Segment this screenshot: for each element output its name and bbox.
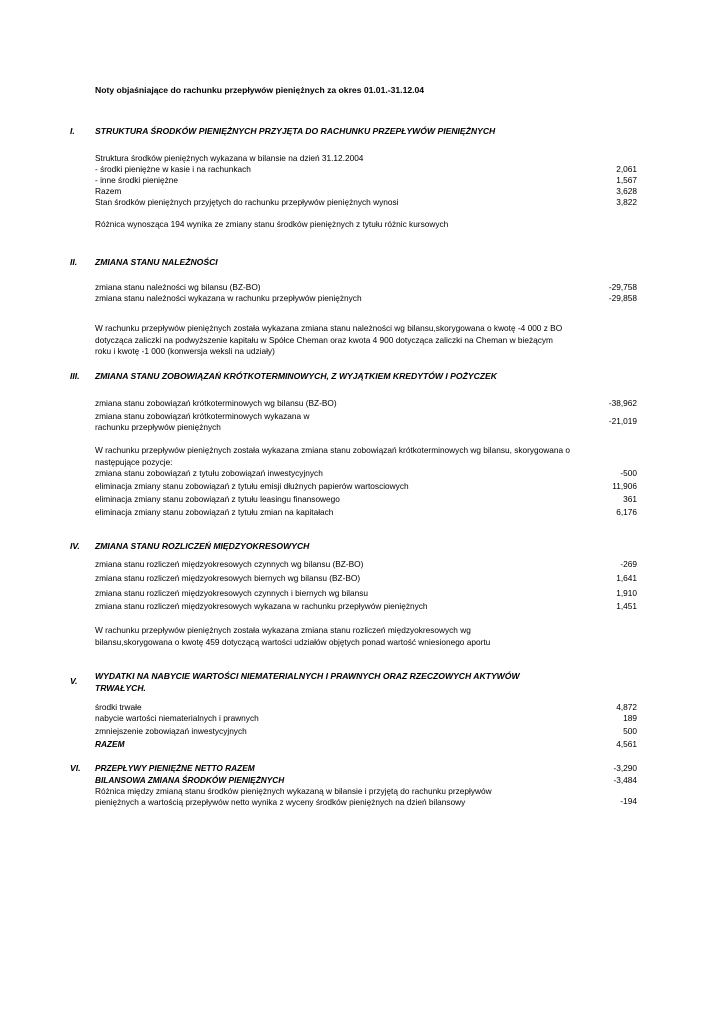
row-value: -29,758 bbox=[608, 282, 637, 292]
table-row bbox=[95, 574, 637, 587]
row-value: 3,822 bbox=[616, 197, 637, 207]
row-label: zmiana stanu rozliczeń międzyokresowych wykazana w rachunku przepływów pieniężnych bbox=[95, 601, 428, 611]
row-value: -3,290 bbox=[613, 763, 637, 773]
section-2-paragraph: W rachunku przepływów pieniężnych została wykazana zmiana stanu należności wg bilansu,skorygowana o kwotę -4 000 z BO dotycząca zaliczki na podwyższenie kapitału w Spółce Cheman oraz kwota 4 900 dotycząca zaliczki na Cheman w bieżącym roku i kwotę -1 000 (konwersja weksli na udziały) bbox=[95, 323, 563, 356]
document-title: Noty objaśniające do rachunku przepływów pieniężnych za okres 01.01.-31.12.04 bbox=[95, 85, 425, 95]
section-3-number: III. bbox=[70, 371, 80, 381]
row-label: eliminacja zmiany stanu zobowiązań z tytułu zmian na kapitałach bbox=[95, 507, 334, 517]
row-value: 189 bbox=[623, 713, 637, 723]
total-value: 4,561 bbox=[616, 739, 637, 749]
section-1-number: I. bbox=[70, 126, 75, 136]
table-row bbox=[95, 727, 637, 740]
row-value: 4,872 bbox=[616, 702, 637, 712]
table-row bbox=[95, 560, 637, 573]
row-value: 3,628 bbox=[616, 186, 637, 196]
row-value: -29,858 bbox=[608, 293, 637, 303]
row-value: -269 bbox=[620, 559, 637, 569]
row-label: Razem bbox=[95, 186, 122, 196]
section-3-row2-value: -21,019 bbox=[608, 416, 637, 426]
section-1-intro-text: Struktura środków pieniężnych wykazana w bilansie na dzień 31.12.2004 bbox=[95, 153, 364, 163]
section-4-number: IV. bbox=[70, 541, 80, 551]
row-value: 1,451 bbox=[616, 601, 637, 611]
row-label: Stan środków pieniężnych przyjętych do rachunku przepływów pieniężnych wynosi bbox=[95, 197, 399, 207]
row-value: -38,962 bbox=[608, 398, 637, 408]
row-label: eliminacja zmiany stanu zobowiązań z tytułu leasingu finansowego bbox=[95, 494, 340, 504]
row-label: zmiana stanu zobowiązań z tytułu zobowiązań inwestycyjnych bbox=[95, 468, 323, 478]
section-6-difference-value: -194 bbox=[620, 796, 637, 806]
table-row bbox=[95, 602, 637, 615]
row-value: 500 bbox=[623, 726, 637, 736]
section-1-heading: STRUKTURA ŚRODKÓW PIENIĘŻNYCH PRZYJĘTA DO RACHUNKU PRZEPŁYWÓW PIENIĘŻNYCH bbox=[95, 126, 496, 136]
section-3-paragraph: W rachunku przepływów pieniężnych została wykazana zmiana stanu zobowiązań krótkoterminowych wg bilansu, skorygowana o następujące pozycje: bbox=[95, 445, 571, 467]
row-label: PRZEPŁYWY PIENIĘŻNE NETTO RAZEM bbox=[95, 763, 255, 773]
note-text: Różnica wynosząca 194 wynika ze zmiany stanu środków pieniężnych z tytułu różnic kursowych bbox=[95, 219, 449, 229]
row-label: nabycie wartości niematerialnych i prawnych bbox=[95, 713, 259, 723]
row-label: środki trwałe bbox=[95, 702, 142, 712]
row-label: zmiana stanu rozliczeń międzyokresowych biernych wg bilansu (BZ-BO) bbox=[95, 573, 361, 583]
row-value: 1,910 bbox=[616, 588, 637, 598]
row-label: zmiana stanu należności wg bilansu (BZ-BO) bbox=[95, 282, 261, 292]
row-label: zmiana stanu zobowiązań krótkoterminowych wg bilansu (BZ-BO) bbox=[95, 398, 337, 408]
section-5-heading: WYDATKI NA NABYCIE WARTOŚCI NIEMATERIALNYCH I PRAWNYCH ORAZ RZECZOWYCH AKTYWÓW TRWAŁYCH. bbox=[95, 671, 520, 693]
section-6-paragraph: Różnica między zmianą stanu środków pieniężnych wykazaną w bilansie i przyjętą do rachunku przepływów pieniężnych a wartością przepływów netto wynika z wyceny środków pieniężnych na dzień bilansowy bbox=[95, 786, 492, 807]
row-value: 11,906 bbox=[612, 481, 637, 491]
section-2-heading: ZMIANA STANU NALEŻNOŚCI bbox=[95, 257, 218, 267]
row-value: 6,176 bbox=[616, 507, 637, 517]
section-6-number: VI. bbox=[70, 763, 81, 773]
row-label: - środki pieniężne w kasie i na rachunkach bbox=[95, 164, 251, 174]
row-label: zmiana stanu rozliczeń międzyokresowych czynnych wg bilansu (BZ-BO) bbox=[95, 559, 364, 569]
row-label: - inne środki pieniężne bbox=[95, 175, 179, 185]
section-4-paragraph: W rachunku przepływów pieniężnych została wykazana zmiana stanu rozliczeń międzyokresowych wg bilansu,skorygowana o kwotę 459 dotyczącą wartości udziałów objętych ponad wartość wniesionego aportu bbox=[95, 625, 491, 647]
row-label: zmniejszenie zobowiązań inwestycyjnych bbox=[95, 726, 247, 736]
row-value: 1,567 bbox=[616, 175, 637, 185]
row-label: BILANSOWA ZMIANA ŚRODKÓW PIENIĘŻNYCH bbox=[95, 775, 285, 785]
section-1-note bbox=[95, 220, 637, 233]
section-3-heading: ZMIANA STANU ZOBOWIĄZAŃ KRÓTKOTERMINOWYCH, Z WYJĄTKIEM KREDYTÓW I POŻYCZEK bbox=[95, 371, 497, 381]
total-label: RAZEM bbox=[95, 739, 125, 749]
table-row bbox=[95, 198, 637, 211]
row-value: 1,641 bbox=[616, 573, 637, 583]
row-value: 2,061 bbox=[616, 164, 637, 174]
row-value: -500 bbox=[620, 468, 637, 478]
section-3-row2-label: zmiana stanu zobowiązań krótkoterminowych wykazana w rachunku przepływów pieniężnych bbox=[95, 411, 310, 432]
row-label: eliminacja zmiany stanu zobowiązań z tytułu emisji dłużnych papierów wartosciowych bbox=[95, 481, 409, 491]
row-label: zmiana stanu rozliczeń międzyokresowych czynnych i biernych wg bilansu bbox=[95, 588, 368, 598]
section-5-number: V. bbox=[70, 676, 78, 686]
section-2-number: II. bbox=[70, 257, 78, 267]
row-label: zmiana stanu należności wykazana w rachunku przepływów pieniężnych bbox=[95, 293, 362, 303]
section-4-heading: ZMIANA STANU ROZLICZEŃ MIĘDZYOKRESOWYCH bbox=[95, 541, 310, 551]
table-row bbox=[95, 294, 637, 307]
section-5-total-row bbox=[95, 740, 637, 753]
table-row bbox=[95, 508, 637, 521]
row-value: 361 bbox=[623, 494, 637, 504]
row-value: -3,484 bbox=[613, 775, 637, 785]
